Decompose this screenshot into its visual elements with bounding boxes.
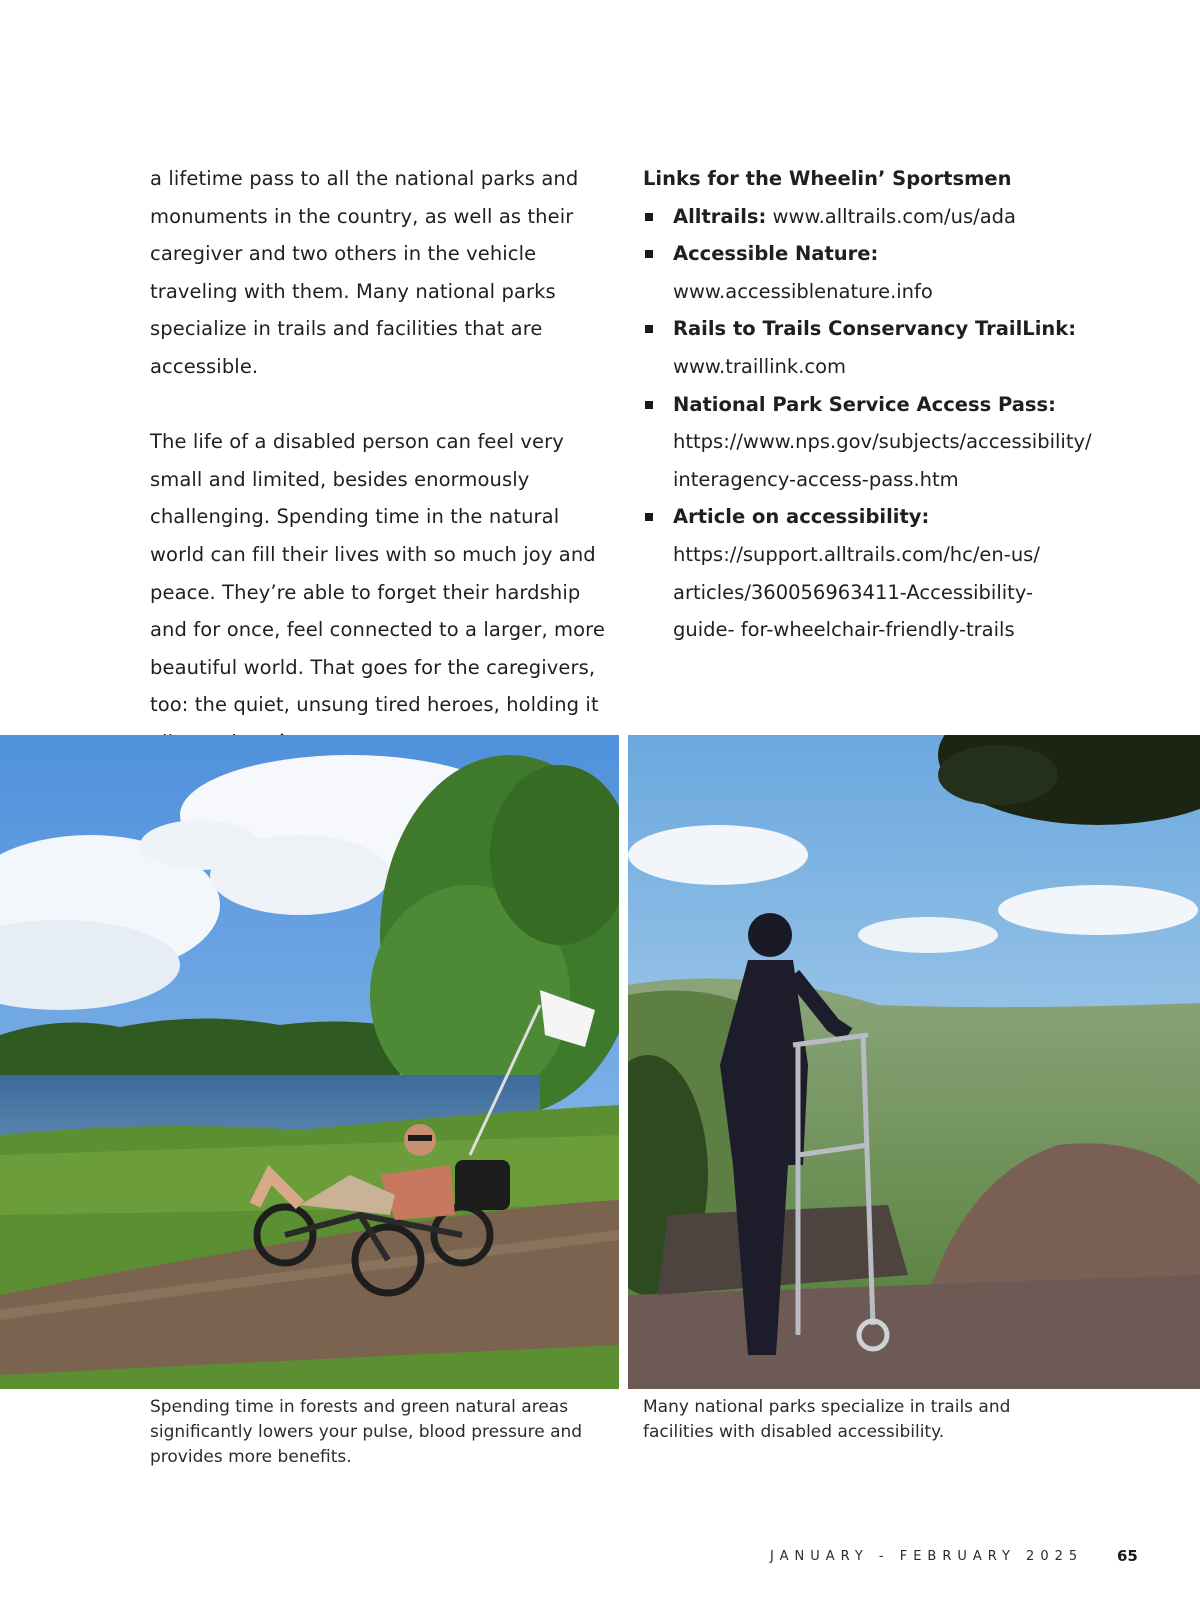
square-bullet-icon <box>645 250 653 258</box>
links-column <box>643 160 1092 649</box>
links-list <box>643 198 1092 649</box>
square-bullet-icon <box>645 513 653 521</box>
link-label: Accessible Nature: <box>673 242 879 266</box>
link-item-nps-access-pass <box>643 386 1092 499</box>
issue-date: JANUARY - FEBRUARY 2025 <box>770 1549 1084 1564</box>
link-item-alltrails <box>643 198 1083 236</box>
link-label: Rails to Trails Conservancy TrailLink: <box>673 317 1077 341</box>
link-label: Article on accessibility: <box>673 505 930 529</box>
body-paragraph-2-text: The life of a disabled person can feel very small and limited, besides enormously challenging. Spending time in the natural world can fill their lives with so much joy and peace. They’re able to forget their hardship and for once, feel connected to a larger, more beautiful world. That goes for the caregivers, too: the quiet, unsung tired heroes, holding it <box>150 430 605 717</box>
link-label: National Park Service Access Pass: <box>673 392 1056 416</box>
link-item-accessible-nature <box>643 235 1083 310</box>
photo-walker-overlook <box>628 735 1200 1389</box>
square-bullet-icon <box>645 325 653 333</box>
photo-right-illustration <box>628 735 1200 1389</box>
link-label: Alltrails: <box>673 204 767 228</box>
square-bullet-icon <box>645 213 653 221</box>
link-url[interactable]: https://www.nps.gov/subjects/accessibility/ interagency-access-pass.htm <box>673 430 1092 491</box>
link-url[interactable]: www.accessiblenature.info <box>673 279 933 303</box>
link-item-accessibility-article <box>643 498 1083 648</box>
links-heading: Links for the Wheelin’ Sportsmen <box>643 167 1012 190</box>
body-paragraph-1: a lifetime pass to all the national parks and monuments in the country, as well as their caregiver and two others in the vehicle traveling with them. Many national parks specialize in trails and facilities that are accessible. <box>150 167 579 378</box>
photo-left-illustration <box>0 735 619 1389</box>
square-bullet-icon <box>645 401 653 409</box>
link-url[interactable]: www.traillink.com <box>673 354 847 378</box>
photo-recumbent-trike-lake <box>0 735 619 1389</box>
photo-caption-left: Spending time in forests and green natural areas significantly lowers your pulse, blood pressure and provides more benefits. <box>150 1397 583 1467</box>
link-item-traillink <box>643 310 1083 385</box>
photo-caption-right: Many national parks specialize in trails and facilities with disabled accessibility. <box>643 1397 1011 1442</box>
link-url[interactable]: www.alltrails.com/us/ada <box>772 204 1016 228</box>
link-url[interactable]: https://support.alltrails.com/hc/en-us/ articles/360056963411-Accessibility-guide- for-wheelchair-friendly-trails <box>673 542 1040 642</box>
page-number: 65 <box>1117 1547 1138 1565</box>
left-text-column <box>150 160 610 764</box>
body-paragraph-2 <box>150 423 610 763</box>
